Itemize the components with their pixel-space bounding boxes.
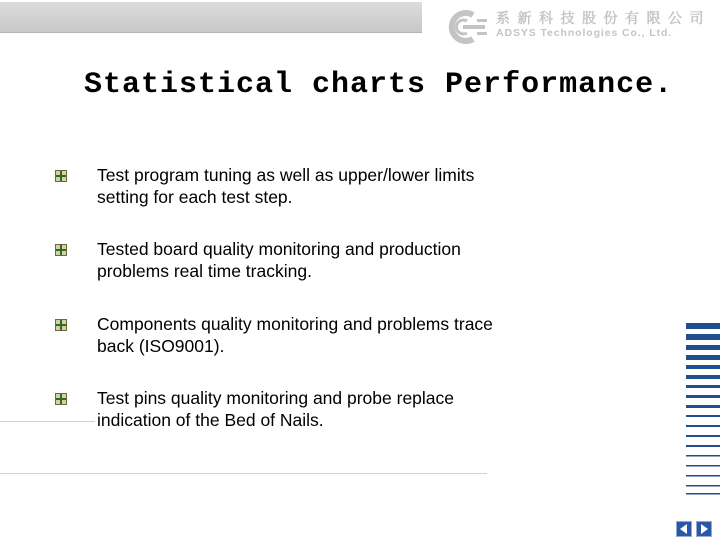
divider-line	[0, 421, 95, 422]
bullet-text: Test pins quality monitoring and probe replace indication of the Bed of Nails.	[97, 388, 455, 430]
divider-line	[0, 473, 487, 474]
stripe-decoration	[686, 323, 720, 495]
triangle-right-icon	[697, 522, 711, 536]
square-bullet-icon	[55, 393, 67, 405]
company-name-english: ADSYS Technologies Co., Ltd.	[496, 27, 673, 39]
next-slide-button[interactable]	[696, 521, 712, 537]
square-bullet-icon	[55, 244, 67, 256]
company-logo	[443, 8, 711, 44]
square-bullet-icon	[55, 319, 67, 331]
company-name-chinese: 系新科技股份有限公司	[496, 11, 711, 27]
bullet-text: Test program tuning as well as upper/lower limits setting for each test step.	[97, 165, 475, 207]
bullet-text: Components quality monitoring and problems trace back (ISO9001).	[97, 314, 493, 356]
adsys-logo-icon	[443, 10, 489, 44]
triangle-left-icon	[677, 522, 691, 536]
square-bullet-icon	[55, 170, 67, 182]
header-bar	[0, 2, 422, 33]
previous-slide-button[interactable]	[676, 521, 692, 537]
slide-title: Statistical charts Performance.	[84, 68, 674, 102]
bullet-text: Tested board quality monitoring and production problems real time tracking.	[97, 239, 461, 281]
